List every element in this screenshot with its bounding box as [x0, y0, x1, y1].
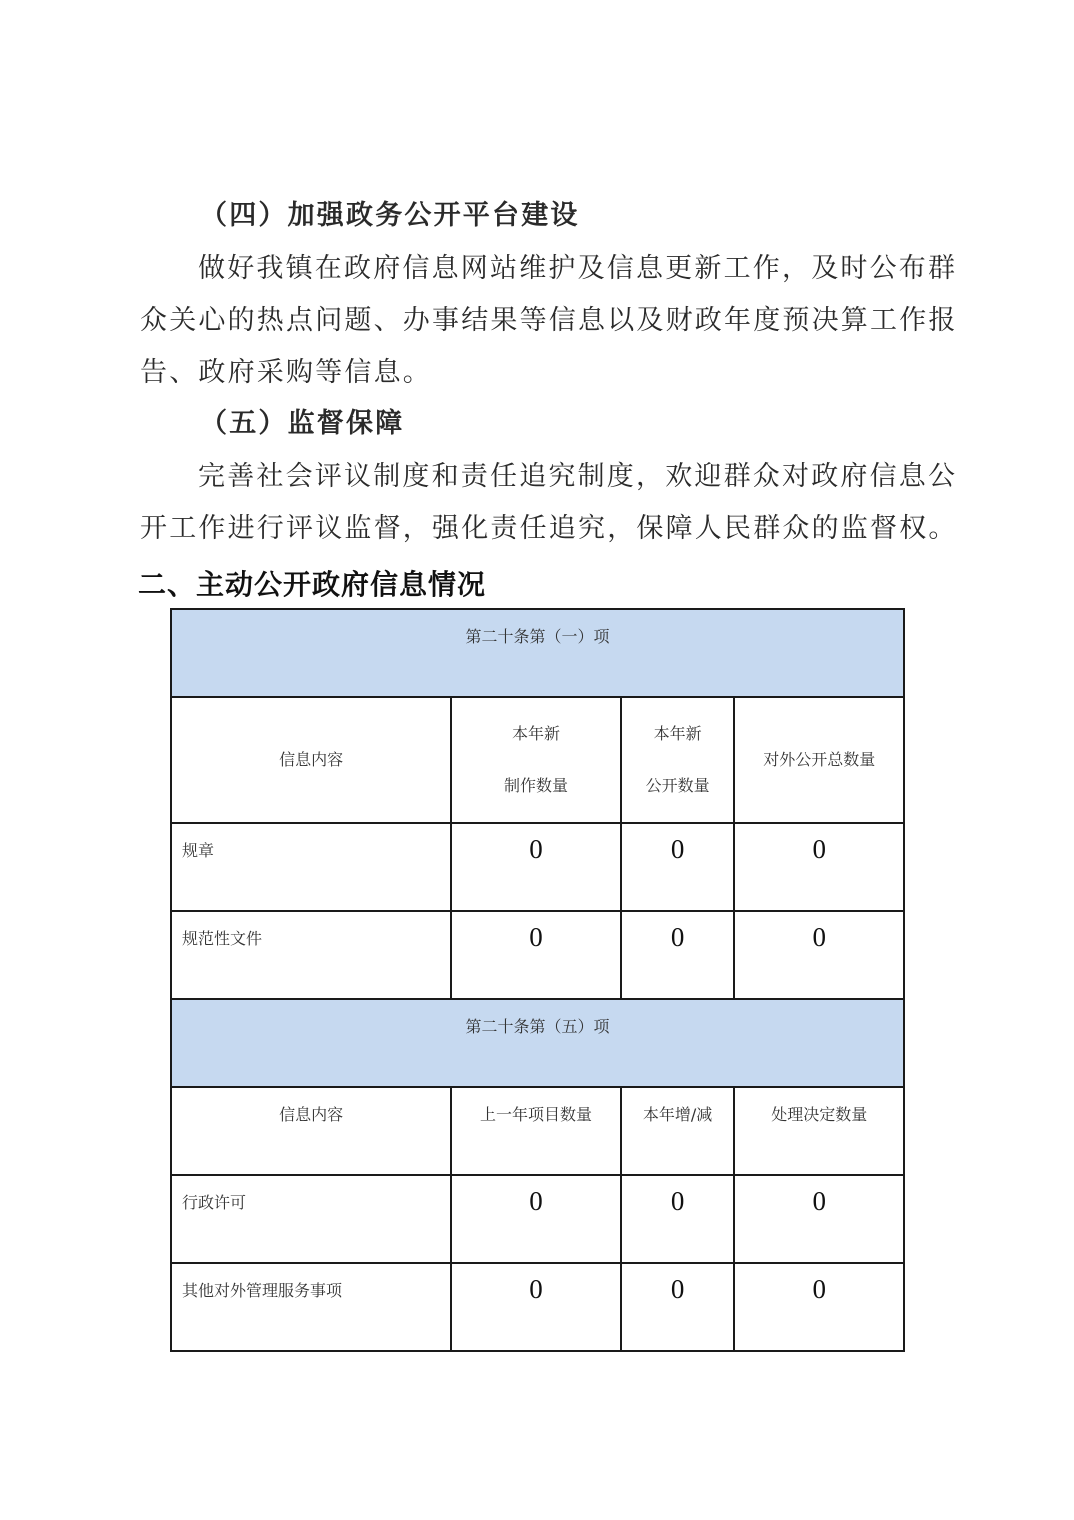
column-header: 上一年项目数量: [451, 1087, 621, 1175]
cell-value: 0: [451, 911, 621, 999]
subsection-heading-5: （五）监督保障: [200, 408, 405, 439]
paragraph-line: 开工作进行评议监督，强化责任追究，保障人民群众的监督权。: [140, 513, 958, 544]
row-label: 规章: [171, 823, 451, 911]
column-header-line: 公开数量: [645, 776, 710, 795]
cell-value: 0: [451, 1175, 621, 1263]
column-header: 信息内容: [171, 697, 451, 823]
chapter-heading: 二、主动公开政府信息情况: [138, 568, 487, 601]
column-header: 信息内容: [171, 1087, 451, 1175]
paragraph-line: 完善社会评议制度和责任追究制度，欢迎群众对政府信息公: [198, 461, 958, 492]
column-header-line: 本年新: [653, 724, 702, 743]
column-header-line: 制作数量: [503, 776, 568, 795]
cell-value: 0: [734, 911, 904, 999]
cell-value: 0: [734, 1175, 904, 1263]
column-header-line: 本年新: [511, 724, 560, 743]
cell-value: 0: [451, 1263, 621, 1351]
cell-value: 0: [621, 1175, 735, 1263]
section-title: 第二十条第（五）项: [171, 999, 904, 1087]
paragraph-line: 众关心的热点问题、办事结果等信息以及财政年度预决算工作报: [140, 305, 958, 336]
cell-value: 0: [734, 823, 904, 911]
table-header-row: [171, 697, 904, 823]
column-header: 本年增/减: [621, 1087, 735, 1175]
column-header: 处理决定数量: [734, 1087, 904, 1175]
row-label: 行政许可: [171, 1175, 451, 1263]
cell-value: 0: [621, 1263, 735, 1351]
subsection-heading-4: （四）加强政务公开平台建设: [200, 200, 580, 231]
table-section-header: [171, 609, 904, 697]
row-label: 其他对外管理服务事项: [171, 1263, 451, 1351]
row-label: 规范性文件: [171, 911, 451, 999]
table-row: [171, 1263, 904, 1351]
paragraph-line: 做好我镇在政府信息网站维护及信息更新工作，及时公布群: [198, 253, 958, 284]
cell-value: 0: [621, 823, 735, 911]
cell-value: 0: [621, 911, 735, 999]
cell-value: 0: [734, 1263, 904, 1351]
table-row: [171, 823, 904, 911]
paragraph-line: 告、政府采购等信息。: [140, 357, 432, 388]
column-header: 对外公开总数量: [734, 697, 904, 823]
table-section-header: [171, 999, 904, 1087]
disclosure-table: [170, 608, 905, 1352]
section-title: 第二十条第（一）项: [171, 609, 904, 697]
table-header-row: [171, 1087, 904, 1175]
cell-value: 0: [451, 823, 621, 911]
table-row: [171, 911, 904, 999]
column-header: [621, 697, 735, 823]
table-row: [171, 1175, 904, 1263]
column-header: [451, 697, 621, 823]
